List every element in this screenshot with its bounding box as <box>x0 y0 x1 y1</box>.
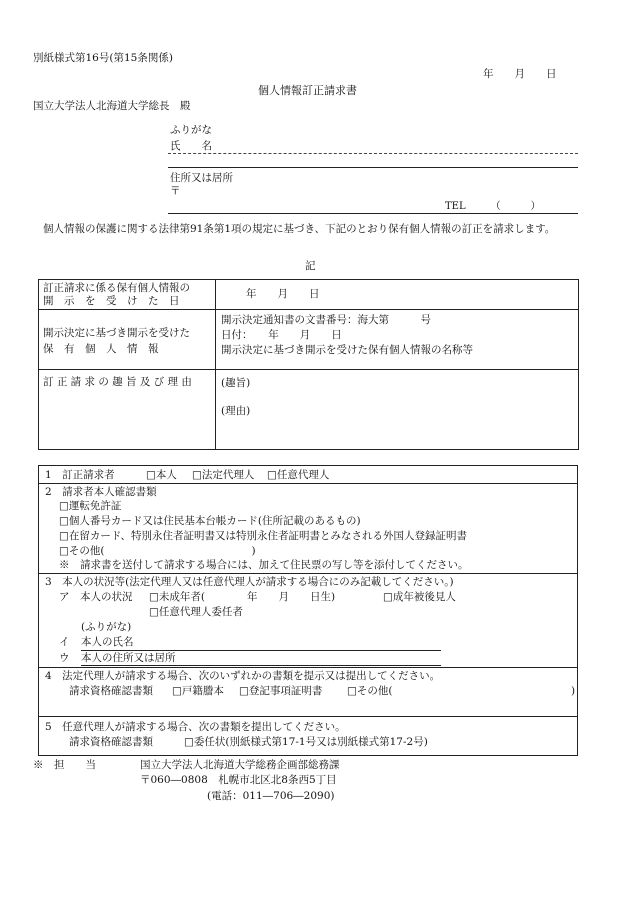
reason-line: (理由) <box>221 405 251 417</box>
ki-label: 記 <box>305 260 316 272</box>
person-name-prefix: イ <box>59 636 70 648</box>
opt-other-checkbox[interactable]: □その他( ) <box>347 685 576 697</box>
section5-heading: 5 任意代理人が請求する場合、次の書類を提出してください。 <box>45 721 346 733</box>
disclosure-date-label <box>39 280 216 310</box>
person-address-label: 本人の住所又は居所 <box>81 652 176 664</box>
person-status-label: ア 本人の状況 <box>59 591 133 603</box>
addressee: 国立大学法人北海道大学総長 殿 <box>33 100 191 112</box>
label-line: 保 有 個 人 情 報 <box>43 343 159 355</box>
label-line: 開 示 を 受 け た 日 <box>43 295 180 307</box>
spacer <box>221 391 578 404</box>
opt-voluntary-checkbox[interactable]: □任意代理人 <box>267 469 330 481</box>
person-name-line[interactable] <box>81 650 441 651</box>
divider <box>39 716 577 717</box>
page-title: 個人情報訂正請求書 <box>258 84 357 97</box>
address-label: 住所又は居所 <box>170 172 233 184</box>
divider <box>39 667 577 668</box>
purpose-label: 訂 正 請 求 の 趣 旨 及 び 理 由 <box>39 370 216 450</box>
opt-self-checkbox[interactable]: □本人 <box>146 469 177 481</box>
opt-voluntary-principal-checkbox[interactable]: □任意代理人委任者 <box>149 606 243 618</box>
id-doc-other[interactable]: □その他( ) <box>59 545 256 557</box>
person-name-label: 本人の氏名 <box>81 636 134 648</box>
opt-adult-ward-checkbox[interactable]: □成年被後見人 <box>383 591 456 603</box>
section1-heading: 1 訂正請求者 <box>45 469 115 481</box>
table-row <box>39 310 579 370</box>
purpose-line: (趣旨) <box>221 377 251 389</box>
correction-table <box>38 279 579 450</box>
section2-heading: 2 請求者本人確認書類 <box>45 486 157 498</box>
mail-note: ※ 請求書を送付して請求する場合には、加えて住民票の写し等を添付してください。 <box>59 559 469 571</box>
label-line: 訂正請求に係る保有個人情報の <box>43 282 190 294</box>
person-address-prefix: ウ <box>59 652 70 664</box>
table-row <box>39 370 579 450</box>
name-line[interactable] <box>168 167 578 168</box>
disclosed-info-label <box>39 310 216 370</box>
contact-department: 国立大学法人北海道大学総務企画部総務課 <box>140 759 340 771</box>
name-label: 氏 名 <box>170 140 212 152</box>
id-doc-mynumber[interactable]: □個人番号カード又は住民基本台帳カード(住所記載のあるもの) <box>59 515 361 527</box>
doc-name-line: 開示決定に基づき開示を受けた保有個人情報の名称等 <box>221 344 473 356</box>
person-address-line[interactable] <box>81 665 441 666</box>
address-line[interactable] <box>168 213 578 214</box>
disclosed-info-value[interactable] <box>216 310 579 370</box>
label-line: 開示決定に基づき開示を受けた <box>43 327 190 339</box>
opt-registry-checkbox[interactable]: □登記事項証明書 <box>239 685 323 697</box>
doc-date-line: 日付： 年 月 日 <box>221 329 342 341</box>
contact-address: 〒060―0808 札幌市北区北8条西5丁目 <box>140 774 337 786</box>
contact-mark: ※ 担 当 <box>33 759 96 771</box>
purpose-value[interactable] <box>216 370 579 450</box>
contact-phone: (電話：011―706―2090) <box>207 790 335 802</box>
intro-text: 個人情報の保護に関する法律第91条第1項の規定に基づき、下記のとおり保有個人情報の訂正を請求します。 <box>43 223 556 235</box>
table-row <box>39 280 579 310</box>
opt-proxy-checkbox[interactable]: □委任状(別紙様式第17-1号又は別紙様式第17-2号) <box>184 736 428 748</box>
divider <box>39 573 577 574</box>
person-furigana-label: (ふりがな) <box>81 621 132 633</box>
opt-legal-checkbox[interactable]: □法定代理人 <box>192 469 255 481</box>
id-doc-license[interactable]: □運転免許証 <box>59 500 122 512</box>
opt-minor-checkbox[interactable]: □未成年者( 年 月 日生) <box>149 591 336 603</box>
id-doc-residence[interactable]: □在留カード、特別永住者証明書又は特別永住者証明書とみなされる外国人登録証明書 <box>59 530 467 542</box>
disclosure-date-value[interactable]: 年 月 日 <box>216 280 579 310</box>
furigana-line[interactable] <box>168 153 578 154</box>
postal-mark: 〒 <box>170 185 181 197</box>
requester-details-box <box>38 465 578 756</box>
form-id: 別紙様式第16号(第15条関係) <box>33 52 173 64</box>
furigana-label: ふりがな <box>170 124 212 136</box>
opt-koseki-checkbox[interactable]: □戸籍謄本 <box>172 685 224 697</box>
divider <box>39 483 577 484</box>
section4-docs-label: 請求資格確認書類 <box>69 685 153 697</box>
date-field[interactable]: 年 月 日 <box>483 68 557 80</box>
doc-number-line: 開示決定通知書の文書番号：海大第 号 <box>221 314 431 326</box>
section5-docs-label: 請求資格確認書類 <box>69 736 153 748</box>
tel-field[interactable]: TEL （ ） <box>445 201 541 212</box>
section4-heading: 4 法定代理人が請求する場合、次のいずれかの書類を提示又は提出してください。 <box>45 670 441 682</box>
section3-heading: 3 本人の状況等(法定代理人又は任意代理人が請求する場合にのみ記載してください。) <box>45 576 454 588</box>
